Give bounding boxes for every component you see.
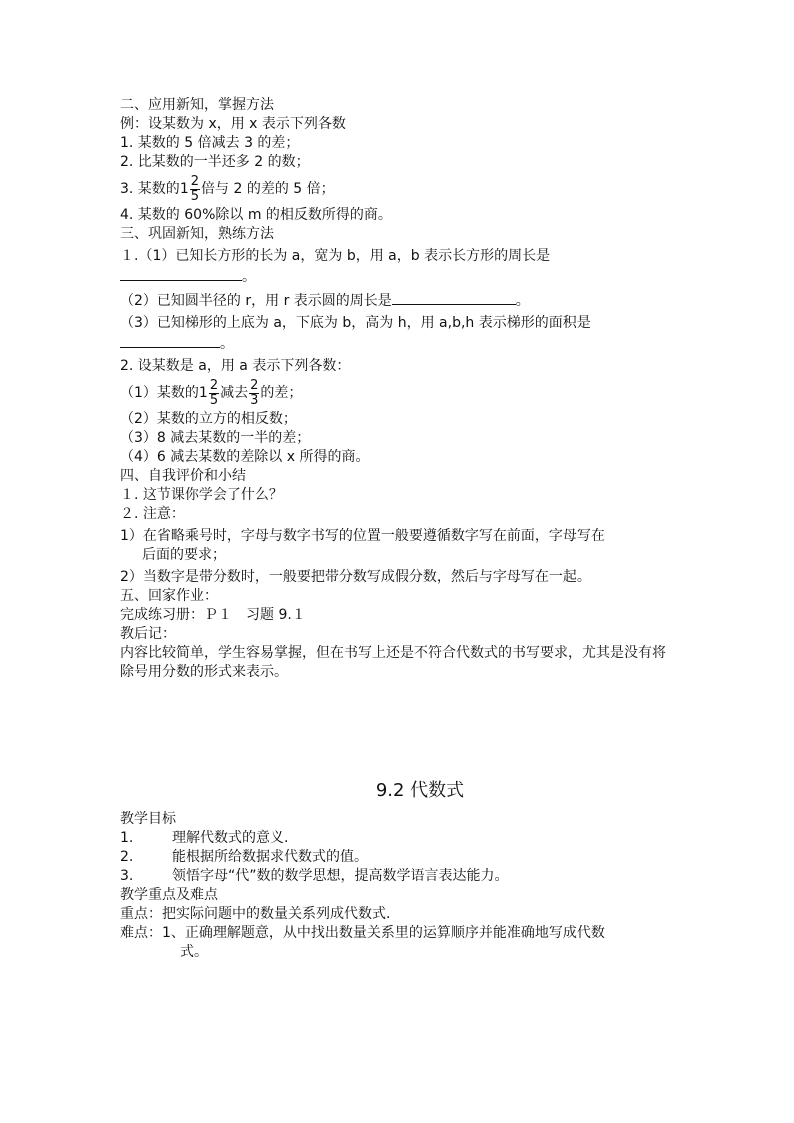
item-number: 3. <box>120 868 134 884</box>
difficulty-text: 难点：1、正确理解题意，从中找出数量关系里的运算顺序并能准确地写成代数 <box>120 925 605 941</box>
list-item <box>120 829 680 848</box>
answer-blank[interactable] <box>392 290 516 305</box>
difficulty-text: 式。 <box>180 944 208 960</box>
answer-line <box>120 266 680 287</box>
answer-line <box>120 333 680 354</box>
numerator: 2 <box>250 377 259 393</box>
item-number: 2. <box>120 849 134 865</box>
afterword-label: 教后记： <box>120 626 176 642</box>
list-item: 2. 比某数的一半还多 2 的数； <box>120 154 310 170</box>
section-heading: 教学重点及难点 <box>120 887 218 903</box>
item-text: 减去 <box>220 385 249 401</box>
section-heading: 四、自我评价和小结 <box>120 468 246 484</box>
item-text: （1）某数的 <box>120 385 199 401</box>
list-item: １. 这节课你学会了什么？ <box>120 487 283 503</box>
list-item: （4）6 减去某数的差除以 x 所得的商。 <box>120 449 370 465</box>
list-item: （3）8 减去某数的一半的差； <box>120 430 311 446</box>
list-item: ２. 注意： <box>120 506 185 522</box>
list-item: 1. 某数的 5 倍减去 3 的差； <box>120 135 300 151</box>
denominator: 5 <box>190 188 200 204</box>
denominator: 3 <box>250 392 259 408</box>
list-item <box>120 848 680 867</box>
question-label: （2）已知圆半径的 r，用 r 表示圆的周长是 <box>120 293 392 309</box>
key-point: 重点：把实际问题中的数量关系列成代数式. <box>120 906 391 922</box>
example-text: 例：设某数为 x，用 x 表示下列各数 <box>120 116 346 132</box>
whole-part: 1 <box>198 385 208 401</box>
mixed-number <box>199 376 220 410</box>
question-text: 2. 设某数是 a，用 a 表示下列各数： <box>120 358 351 374</box>
answer-blank[interactable] <box>120 333 220 348</box>
period: 。 <box>242 269 256 285</box>
item-text: 能根据所给数据求代数式的值。 <box>172 849 368 865</box>
item-text: 领悟字母“代”数的数学思想，提高数学语言表达能力。 <box>172 868 509 884</box>
list-item <box>120 376 680 410</box>
note-text: 后面的要求； <box>142 547 226 563</box>
homework-text: 完成练习册：Ｐ１ 习题 9.１ <box>120 607 306 623</box>
list-item <box>120 172 680 206</box>
numerator: 2 <box>190 173 200 189</box>
lesson-title: 9.2 代数式 <box>375 780 465 801</box>
fraction <box>209 379 219 408</box>
list-item: 4. 某数的 60%除以 m 的相反数所得的商。 <box>120 207 392 223</box>
section-heading: 五、回家作业： <box>120 588 218 604</box>
document-page <box>120 96 680 962</box>
note-text: 2）当数字是带分数时，一般要把带分数写成假分数，然后与字母写在一起。 <box>120 569 591 585</box>
section-heading: 三、巩固新知，熟练方法 <box>120 226 274 242</box>
fraction <box>249 379 259 408</box>
afterword-text: 内容比较简单，学生容易掌握，但在书写上还是不符合代数式的书写要求，尤其是没有将除号用分数的形式来表示。 <box>120 645 666 680</box>
item-text: 3. 某数的 <box>120 181 180 197</box>
numerator: 2 <box>209 377 219 393</box>
denominator: 5 <box>209 392 219 408</box>
list-item <box>120 867 680 886</box>
mixed-number <box>180 172 201 206</box>
period: 。 <box>220 336 234 352</box>
fraction <box>190 175 200 204</box>
section-heading: 教学目标 <box>120 811 176 827</box>
item-number: 1. <box>120 830 134 846</box>
item-text: 的差； <box>260 385 303 401</box>
note-text: 1）在省略乘号时，字母与数字书写的位置一般要遵循数字写在前面，字母写在 <box>120 528 605 544</box>
answer-blank[interactable] <box>120 266 242 281</box>
item-text: 倍与 2 的差的 5 倍； <box>201 181 335 197</box>
period: 。 <box>515 293 530 309</box>
question-text: （3）已知梯形的上底为 a，下底为 b，高为 h，用 a,b,h 表示梯形的面积是 <box>120 315 591 331</box>
question-text <box>120 290 680 311</box>
list-item: （2）某数的立方的相反数； <box>120 411 297 427</box>
whole-part: 1 <box>179 181 189 197</box>
question-text: １.（1）已知长方形的长为 a，宽为 b，用 a，b 表示长方形的周长是 <box>120 248 551 264</box>
item-text: 理解代数式的意义. <box>172 830 289 846</box>
section-heading: 二、应用新知，掌握方法 <box>120 97 274 113</box>
